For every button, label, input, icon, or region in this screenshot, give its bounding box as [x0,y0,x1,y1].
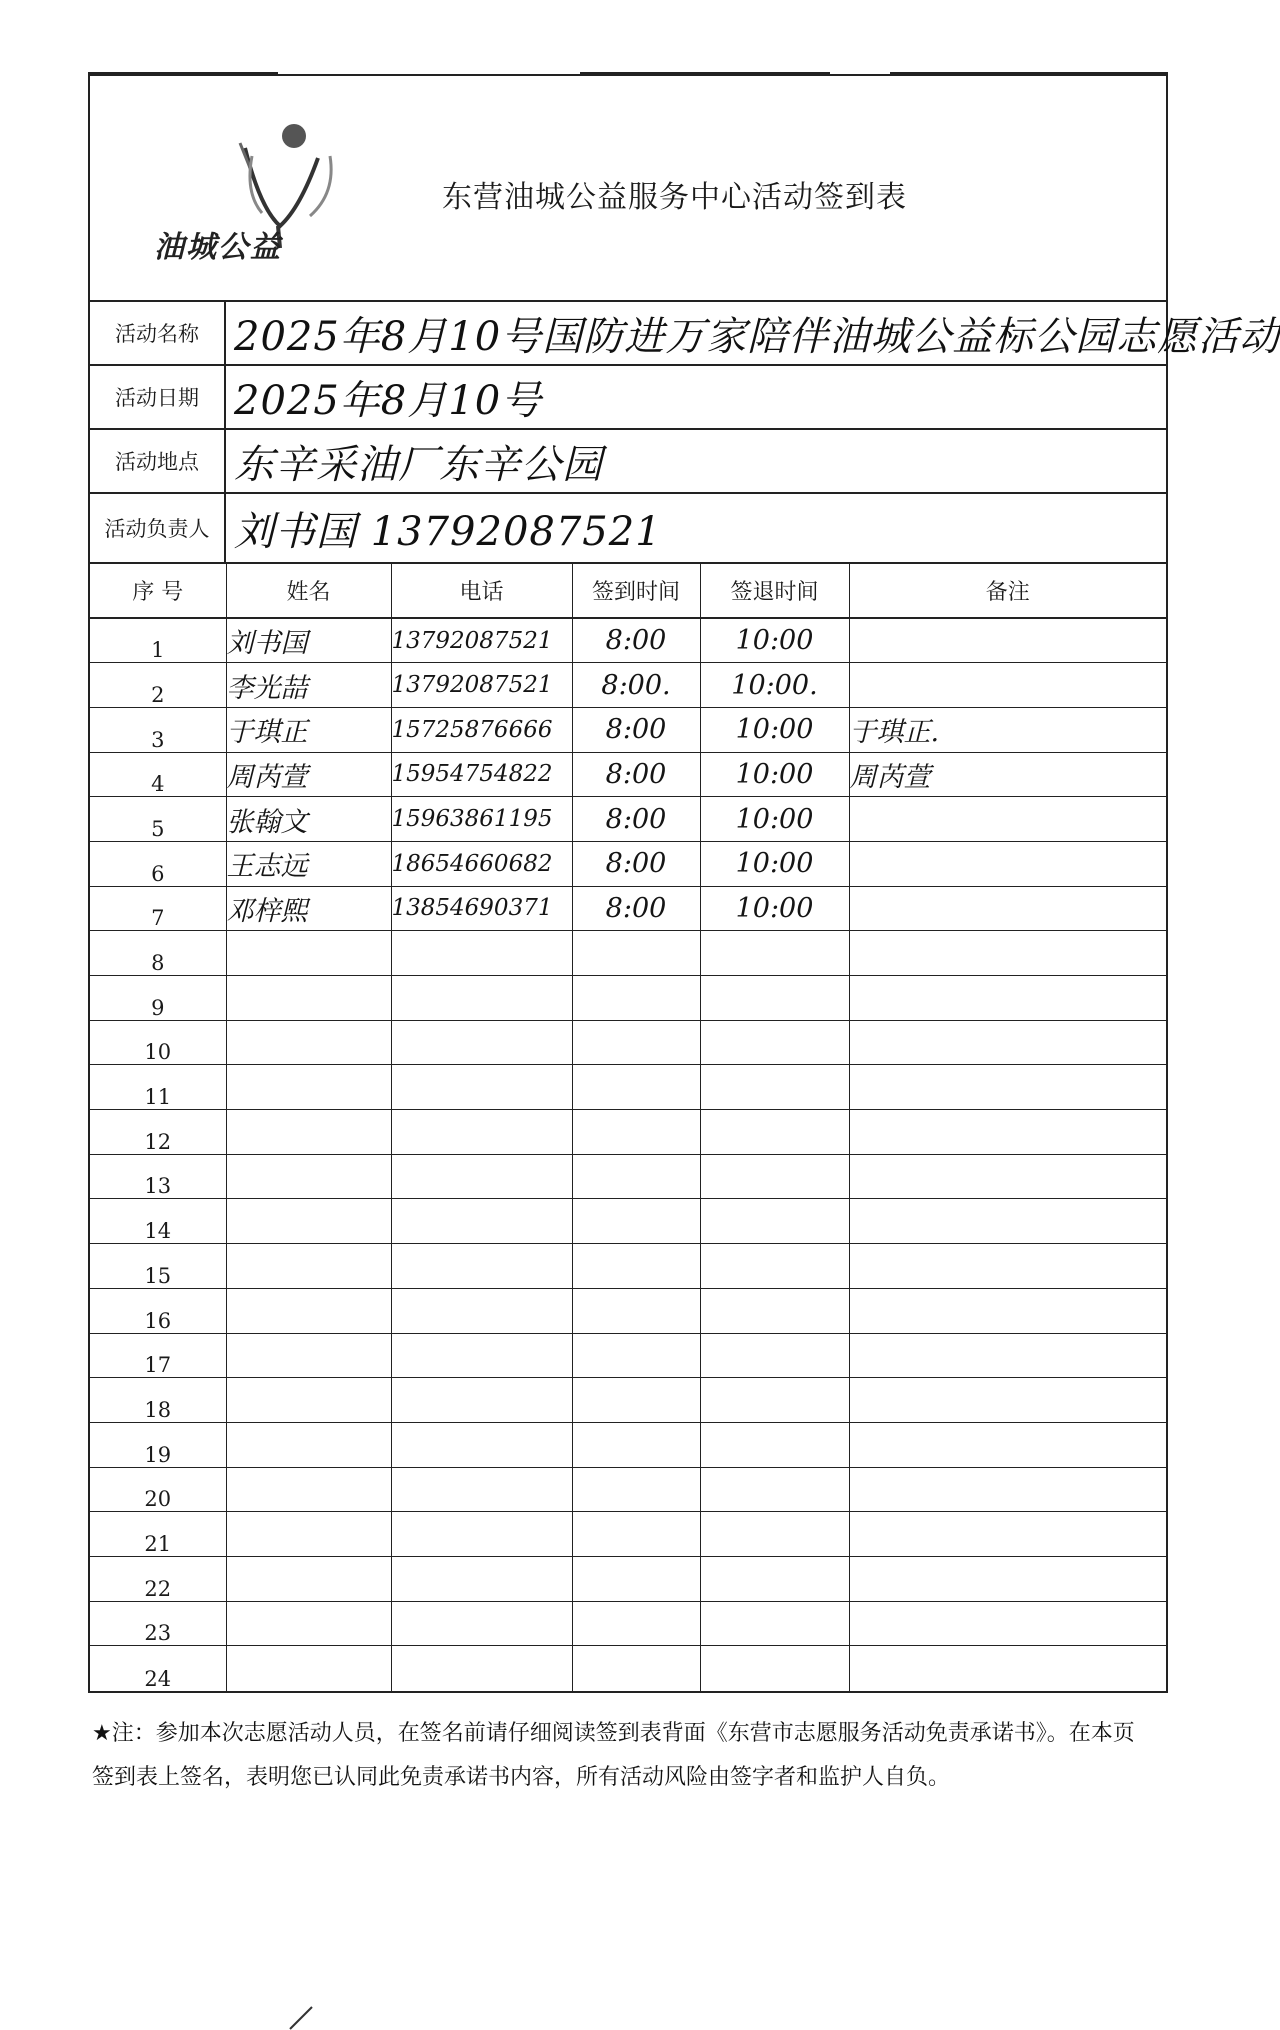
name-cell: 于琪正 [226,707,391,752]
phone-cell: 13854690371 [391,886,572,931]
table-row [90,1556,1166,1601]
name-cell [226,1333,391,1378]
col-header-note: 备注 [849,564,1166,618]
seq-cell: 15 [90,1244,226,1289]
seq-cell: 7 [90,886,226,931]
note-cell [849,886,1166,931]
checkin-cell [572,1065,700,1110]
checkout-cell [700,1199,849,1244]
checkout-cell: 10:00 [700,841,849,886]
note-cell [849,1288,1166,1333]
note-cell [849,1199,1166,1244]
table-row [90,1646,1166,1691]
activity-leader-value: 刘书国 13792087521 [234,508,662,555]
col-header-seq: 序 号 [90,564,226,618]
name-cell [226,1244,391,1289]
checkout-cell [700,1467,849,1512]
checkout-cell [700,1556,849,1601]
checkin-cell [572,1244,700,1289]
name-cell [226,1199,391,1244]
checkin-cell [572,1467,700,1512]
name-cell [226,1110,391,1155]
name-cell [226,1020,391,1065]
name-cell [226,1378,391,1423]
seq-cell: 24 [90,1646,226,1691]
note-cell [849,1110,1166,1155]
activity-name-label: 活动名称 [90,302,226,364]
checkout-cell [700,1244,849,1289]
seq-cell: 10 [90,1020,226,1065]
phone-cell: 15963861195 [391,797,572,842]
col-header-checkout: 签退时间 [700,564,849,618]
name-cell: 邓梓熙 [226,886,391,931]
phone-cell [391,1512,572,1557]
table-row [90,1288,1166,1333]
checkout-cell [700,976,849,1021]
seq-cell: 12 [90,1110,226,1155]
table-row [90,707,1166,752]
col-header-checkin: 签到时间 [572,564,700,618]
table-row [90,1154,1166,1199]
table-row [90,931,1166,976]
phone-cell: 15725876666 [391,707,572,752]
seq-cell: 22 [90,1556,226,1601]
checkout-cell: 10:00. [700,663,849,708]
checkout-cell [700,1512,849,1557]
phone-cell [391,1422,572,1467]
note-cell [849,1065,1166,1110]
seq-cell: 5 [90,797,226,842]
seq-cell: 8 [90,931,226,976]
activity-location-label: 活动地点 [90,430,226,492]
note-cell [849,797,1166,842]
checkin-cell [572,1020,700,1065]
table-row [90,1110,1166,1155]
note-cell [849,663,1166,708]
name-cell [226,1422,391,1467]
name-cell [226,1467,391,1512]
seq-cell: 17 [90,1333,226,1378]
phone-cell [391,1288,572,1333]
name-cell [226,1065,391,1110]
phone-cell [391,1199,572,1244]
seq-cell: 21 [90,1512,226,1557]
name-cell [226,1601,391,1646]
logo-text: 油城公益 [154,230,282,265]
activity-name-row [90,302,1280,366]
seq-cell: 18 [90,1378,226,1423]
table-row [90,841,1166,886]
table-row [90,1020,1166,1065]
seq-cell: 6 [90,841,226,886]
checkout-cell [700,1110,849,1155]
seq-cell: 11 [90,1065,226,1110]
phone-cell [391,1467,572,1512]
checkin-cell [572,1288,700,1333]
seq-cell: 13 [90,1154,226,1199]
name-cell: 王志远 [226,841,391,886]
note-cell [849,1512,1166,1557]
name-cell: 周芮萱 [226,752,391,797]
note-cell [849,841,1166,886]
seq-cell: 23 [90,1601,226,1646]
note-cell [849,1020,1166,1065]
seq-cell: 4 [90,752,226,797]
note-cell [849,1333,1166,1378]
phone-cell [391,1065,572,1110]
phone-cell [391,1110,572,1155]
checkin-cell: 8:00 [572,707,700,752]
name-cell [226,1646,391,1691]
name-cell [226,976,391,1021]
checkin-cell: 8:00 [572,752,700,797]
col-header-phone: 电话 [391,564,572,618]
table-header-row [90,564,1166,618]
activity-name-value: 2025年8月10号国防进万家陪伴油城公益标公园志愿活动 [234,313,1280,360]
checkin-cell [572,1154,700,1199]
table-row [90,1378,1166,1423]
name-cell [226,1288,391,1333]
name-cell [226,1556,391,1601]
table-row [90,618,1166,663]
checkout-cell: 10:00 [700,886,849,931]
seq-cell: 9 [90,976,226,1021]
checkout-cell [700,1601,849,1646]
checkin-cell [572,1333,700,1378]
note-cell [849,1601,1166,1646]
seq-cell: 19 [90,1422,226,1467]
checkout-cell [700,1288,849,1333]
seq-cell: 16 [90,1288,226,1333]
sheet-title: 东营油城公益服务中心活动签到表 [442,180,907,215]
seq-cell: 14 [90,1199,226,1244]
checkout-cell: 10:00 [700,707,849,752]
table-row [90,886,1166,931]
note-cell [849,1556,1166,1601]
checkin-cell: 8:00 [572,886,700,931]
table-row [90,1601,1166,1646]
sheet-header [90,76,1166,302]
checkin-cell [572,976,700,1021]
checkout-cell [700,1422,849,1467]
activity-leader-label: 活动负责人 [90,494,226,562]
checkin-cell [572,1378,700,1423]
phone-cell: 15954754822 [391,752,572,797]
disclaimer-note: ★注：参加本次志愿活动人员，在签名前请仔细阅读签到表背面《东营市志愿服务活动免责承诺书》。在本页签到表上签名，表明您已认同此免责承诺书内容，所有活动风险由签字者和监护人自负。 [92,1721,1135,1790]
phone-cell [391,1244,572,1289]
phone-cell: 13792087521 [391,663,572,708]
phone-cell [391,1333,572,1378]
phone-cell: 18654660682 [391,841,572,886]
table-row [90,752,1166,797]
note-cell: 周芮萱 [849,752,1166,797]
checkin-cell: 8:00 [572,618,700,663]
checkout-cell: 10:00 [700,618,849,663]
name-cell [226,1154,391,1199]
checkout-cell [700,1333,849,1378]
table-row [90,1422,1166,1467]
activity-date-row [90,366,1166,430]
seq-cell: 3 [90,707,226,752]
name-cell [226,1512,391,1557]
note-cell: 于琪正. [849,707,1166,752]
checkin-cell [572,1601,700,1646]
name-cell: 刘书国 [226,618,391,663]
checkin-cell [572,1110,700,1155]
table-row [90,1244,1166,1289]
checkin-cell: 8:00 [572,841,700,886]
checkout-cell [700,931,849,976]
checkout-cell: 10:00 [700,752,849,797]
seq-cell: 2 [90,663,226,708]
note-cell [849,976,1166,1021]
phone-cell [391,1154,572,1199]
seq-cell: 20 [90,1467,226,1512]
phone-cell [391,1020,572,1065]
phone-cell [391,976,572,1021]
table-row [90,1467,1166,1512]
name-cell: 李光喆 [226,663,391,708]
activity-leader-row [90,494,1166,564]
activity-location-row [90,430,1166,494]
phone-cell [391,931,572,976]
note-cell [849,931,1166,976]
table-row [90,1512,1166,1557]
phone-cell [391,1556,572,1601]
checkin-cell [572,931,700,976]
seq-cell: 1 [90,618,226,663]
note-cell [849,1467,1166,1512]
note-cell [849,1422,1166,1467]
table-row [90,1333,1166,1378]
phone-cell [391,1646,572,1691]
name-cell: 张翰文 [226,797,391,842]
table-row [90,663,1166,708]
phone-cell: 13792087521 [391,618,572,663]
table-row [90,976,1166,1021]
activity-date-value: 2025年8月10号 [234,377,543,424]
note-cell [849,1378,1166,1423]
activity-location-value: 东辛采油厂东辛公园 [234,441,603,488]
checkout-cell [700,1020,849,1065]
checkin-cell: 8:00 [572,797,700,842]
sign-in-sheet [88,74,1280,1693]
checkin-cell [572,1646,700,1691]
table-row [90,1199,1166,1244]
checkin-cell [572,1556,700,1601]
activity-date-label: 活动日期 [90,366,226,428]
checkin-cell [572,1512,700,1557]
note-cell [849,618,1166,663]
pen-stroke-mark [288,2005,328,2030]
checkout-cell: 10:00 [700,797,849,842]
note-cell [849,1646,1166,1691]
note-cell [849,1244,1166,1289]
checkin-cell [572,1199,700,1244]
table-row [90,797,1166,842]
phone-cell [391,1601,572,1646]
phone-cell [391,1378,572,1423]
table-row [90,1065,1166,1110]
checkout-cell [700,1646,849,1691]
checkin-cell [572,1422,700,1467]
note-cell [849,1154,1166,1199]
col-header-name: 姓名 [226,564,391,618]
checkout-cell [700,1065,849,1110]
checkout-cell [700,1378,849,1423]
checkout-cell [700,1154,849,1199]
checkin-cell: 8:00. [572,663,700,708]
name-cell [226,931,391,976]
attendance-table [90,564,1166,1691]
